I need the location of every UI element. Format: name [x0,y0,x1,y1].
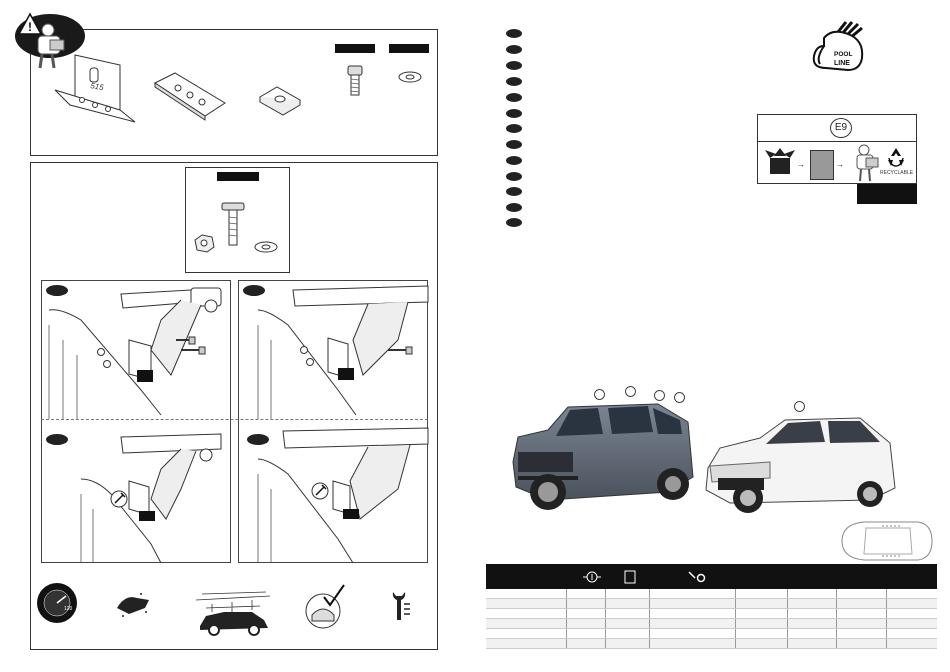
step-4-illustration [238,419,428,563]
torque-header-icon [583,570,601,584]
language-marker [506,187,522,196]
language-marker [506,140,522,149]
language-marker [506,109,522,118]
clamp-plate-part [255,82,310,120]
callout-2 [625,386,636,397]
bracket-515-part [50,50,140,135]
part-badge-bolt [335,44,375,53]
washer-part [398,70,422,84]
grey-sheet [810,150,834,180]
pool-text: POOL [834,51,853,58]
door-header-icon [624,570,636,584]
figure-recycle-icon [852,144,880,182]
elephant-logo-icon [808,18,870,72]
callout-5 [794,401,805,412]
svg-text:!: ! [28,20,32,34]
language-marker [506,29,522,38]
bolt-part [345,65,365,97]
language-marker [506,124,522,133]
wrench-maintenance-icon [390,590,412,626]
svg-text:120: 120 [64,606,73,612]
spec-table [486,589,937,649]
language-marker [506,93,522,102]
land-rover-image [508,382,698,512]
car-load-icon [192,586,274,636]
language-marker [506,156,522,165]
language-marker [506,218,522,227]
table-row [486,589,937,599]
callout-1 [594,389,605,400]
hardware-kit-badge [217,172,259,181]
open-box-icon [764,146,796,176]
callout-4 [674,392,685,403]
line-text: LINE [834,60,850,67]
step-1-illustration [41,280,231,419]
table-row [486,639,937,649]
approval-black-bar [857,184,917,204]
language-marker [506,77,522,86]
arrow-1: → [797,160,805,169]
table-row [486,609,937,619]
table-row [486,629,937,639]
arrow-2: → [836,160,844,169]
part-badge-washer [389,44,429,53]
spec-table-header [486,564,937,589]
wet-hand-icon [115,590,151,618]
recyclable-label: RECYCLABLE [880,170,914,176]
table-row [486,599,937,609]
porsche-cayenne-image [700,408,900,513]
language-marker [506,203,522,212]
car-check-icon [304,583,346,631]
step-2-illustration [238,280,428,419]
wrench-header-icon [688,571,706,583]
step-3-illustration [41,419,231,563]
bracket-code-label: 515 [89,81,105,93]
flat-plate-part [150,68,230,123]
speed-limit-dial-icon [36,582,78,624]
callout-3 [654,390,665,401]
hardware-kit-parts [190,195,285,265]
language-marker [506,61,522,70]
language-marker [506,45,522,54]
e-mark-circle: E9 [830,118,852,138]
recycle-icon [885,146,907,168]
car-top-view-icon [836,518,936,564]
approval-divider [757,141,917,142]
language-marker [506,172,522,181]
table-row [486,619,937,629]
